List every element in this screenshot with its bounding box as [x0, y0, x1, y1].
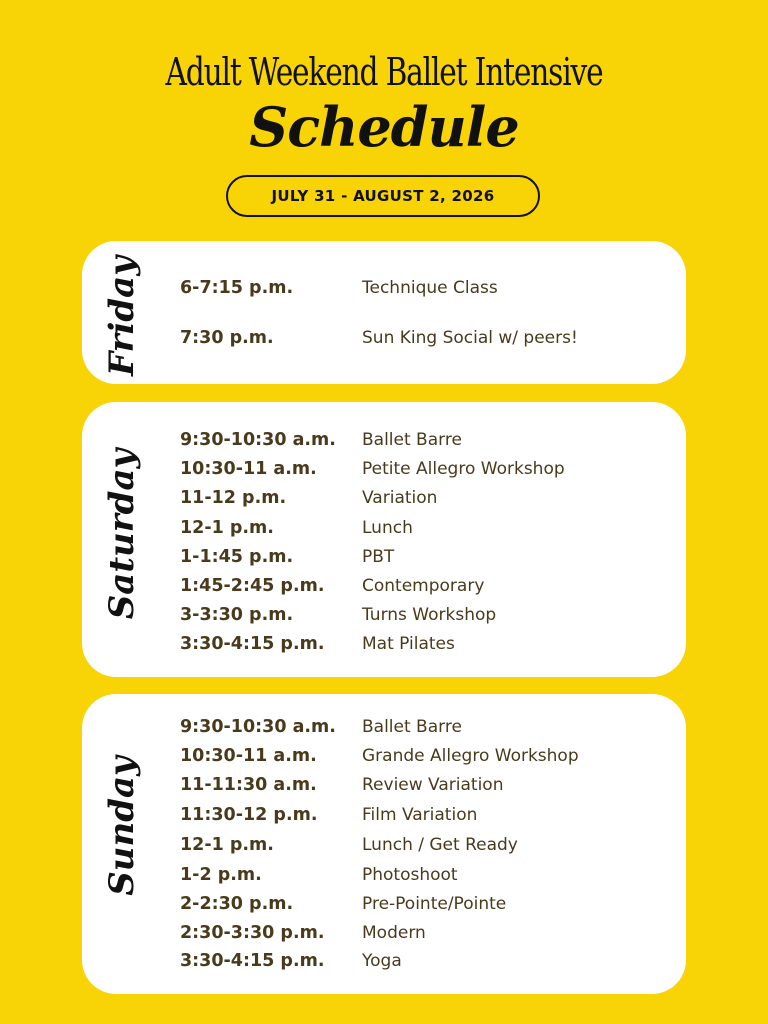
time-slot: 2-2:30 p.m.	[180, 894, 294, 914]
time-slot: 11:30-12 p.m.	[180, 805, 318, 825]
day-label-friday: Friday	[102, 256, 142, 376]
friday-card	[82, 241, 686, 384]
schedule-row	[82, 459, 686, 487]
schedule-row	[82, 717, 686, 745]
schedule-row	[82, 488, 686, 516]
activity-name: Variation	[362, 488, 438, 508]
time-slot: 3:30-4:15 p.m.	[180, 634, 325, 654]
day-label-saturday: Saturday	[102, 448, 142, 620]
time-slot: 12-1 p.m.	[180, 518, 274, 538]
schedule-row	[82, 775, 686, 803]
activity-name: Petite Allegro Workshop	[362, 459, 565, 479]
schedule-row	[82, 746, 686, 774]
schedule-row	[82, 805, 686, 833]
time-slot: 11-11:30 a.m.	[180, 775, 317, 795]
activity-name: Contemporary	[362, 576, 485, 596]
page-title: Adult Weekend Ballet Intensive	[165, 50, 603, 94]
schedule-row	[82, 923, 686, 951]
time-slot: 9:30-10:30 a.m.	[180, 717, 336, 737]
activity-name: Ballet Barre	[362, 717, 462, 737]
schedule-row	[82, 278, 686, 306]
date-range-text: JULY 31 - AUGUST 2, 2026	[271, 187, 495, 205]
time-slot: 1-2 p.m.	[180, 865, 262, 885]
time-slot: 3-3:30 p.m.	[180, 605, 294, 625]
activity-name: Modern	[362, 923, 426, 943]
schedule-row	[82, 328, 686, 356]
schedule-subtitle: Schedule	[249, 95, 519, 159]
schedule-row	[82, 547, 686, 575]
activity-name: PBT	[362, 547, 395, 567]
schedule-row	[82, 605, 686, 633]
activity-name: Technique Class	[362, 278, 498, 298]
time-slot: 7:30 p.m.	[180, 328, 274, 348]
activity-name: Pre-Pointe/Pointe	[362, 894, 507, 914]
activity-name: Ballet Barre	[362, 430, 462, 450]
activity-name: Grande Allegro Workshop	[362, 746, 579, 766]
schedule-row	[82, 835, 686, 863]
time-slot: 11-12 p.m.	[180, 488, 287, 508]
activity-name: Sun King Social w/ peers!	[362, 328, 578, 348]
schedule-row	[82, 430, 686, 458]
activity-name: Lunch / Get Ready	[362, 835, 518, 855]
schedule-row	[82, 576, 686, 604]
activity-name: Review Variation	[362, 775, 504, 795]
time-slot: 9:30-10:30 a.m.	[180, 430, 336, 450]
schedule-row	[82, 951, 686, 979]
schedule-row	[82, 894, 686, 922]
time-slot: 10:30-11 a.m.	[180, 746, 317, 766]
sunday-card	[82, 694, 686, 994]
day-label-sunday: Sunday	[102, 756, 142, 896]
activity-name: Turns Workshop	[362, 605, 497, 625]
activity-name: Yoga	[362, 951, 402, 971]
date-range-badge	[226, 175, 540, 217]
activity-name: Lunch	[362, 518, 413, 538]
time-slot: 3:30-4:15 p.m.	[180, 951, 325, 971]
activity-name: Photoshoot	[362, 865, 458, 885]
time-slot: 12-1 p.m.	[180, 835, 274, 855]
time-slot: 1:45-2:45 p.m.	[180, 576, 325, 596]
time-slot: 1-1:45 p.m.	[180, 547, 294, 567]
schedule-row	[82, 518, 686, 546]
activity-name: Film Variation	[362, 805, 478, 825]
time-slot: 10:30-11 a.m.	[180, 459, 317, 479]
time-slot: 6-7:15 p.m.	[180, 278, 294, 298]
schedule-row	[82, 865, 686, 893]
saturday-card	[82, 402, 686, 677]
schedule-row	[82, 634, 686, 662]
activity-name: Mat Pilates	[362, 634, 455, 654]
time-slot: 2:30-3:30 p.m.	[180, 923, 325, 943]
